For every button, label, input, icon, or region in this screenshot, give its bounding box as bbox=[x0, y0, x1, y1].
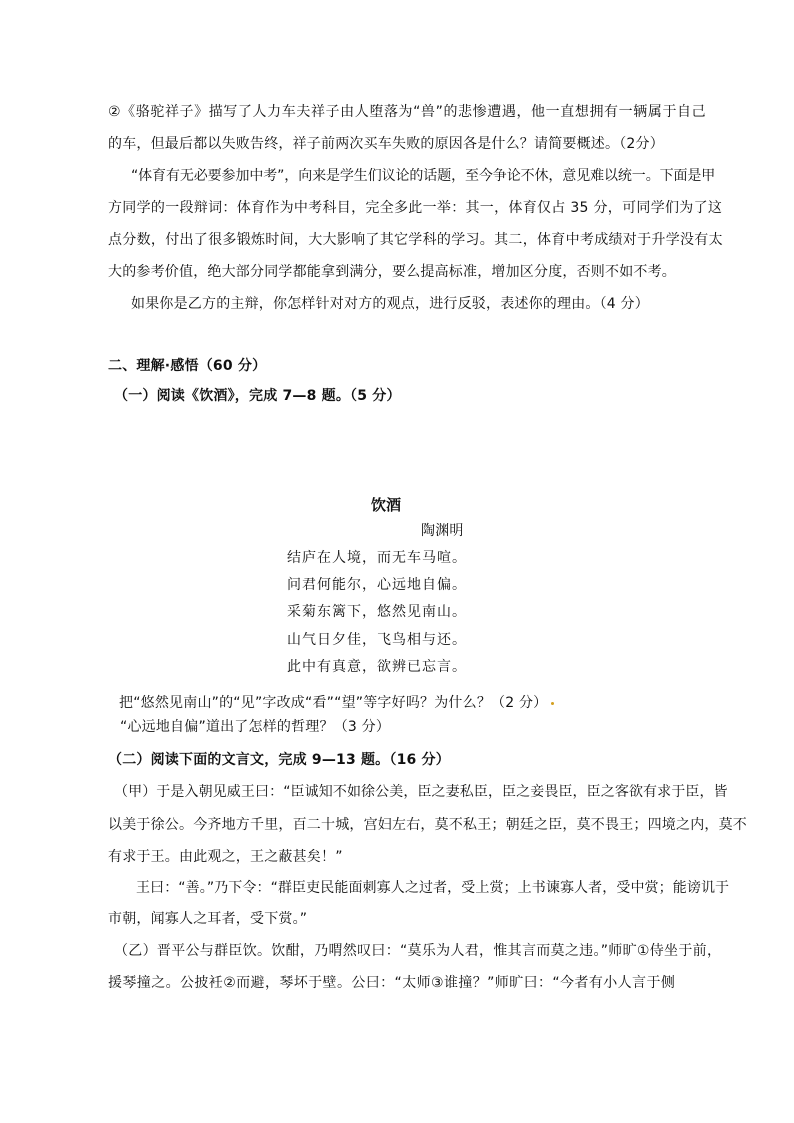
passage-jia-line-1: （甲）于是入朝见威王曰：“臣诚知不如徐公美，臣之妻私臣，臣之妾畏臣，臣之客欲有求于臣，皆 bbox=[114, 784, 728, 800]
passage-jia-line-3: 有求于王。由此观之，王之蔽甚矣！” bbox=[108, 849, 343, 865]
poem-author: 陶渊明 bbox=[421, 523, 464, 539]
debate-line-4: 大的参考价值，绝大部分同学都能拿到满分，要么提高标准，增加区分度，否则不如不考。 bbox=[108, 264, 676, 280]
passage-yi-line-2: 援琴撞之。公披衽②而避，琴坏于壁。公曰：“太师③谁撞？”师旷曰：“今者有小人言于侧 bbox=[108, 975, 676, 991]
part-2-heading: （二）阅读下面的文言文，完成 9—13 题。（16 分） bbox=[108, 752, 450, 768]
passage-yi-line-1: （乙）晋平公与群臣饮。饮酣，乃喟然叹曰：“莫乐为人君，惟其言而莫之违。”师旷①侍坐于前， bbox=[114, 943, 722, 959]
poem-line-5: 此中有真意，欲辨已忘言。 bbox=[287, 659, 467, 675]
decorative-dot-icon bbox=[551, 702, 554, 705]
debate-line-1: “体育有无必要参加中考”，向来是学生们议论的话题，至今争论不休，意见难以统一。下面是甲 bbox=[131, 168, 716, 184]
passage-jia-line-2: 以美于徐公。今齐地方千里，百二十城，宫妇左右，莫不私王；朝廷之臣，莫不畏王；四境之内，莫不 bbox=[108, 817, 747, 833]
question-7 bbox=[119, 693, 554, 713]
question-7-text: 把“悠然见南山”的“见”字改成“看”“望”等字好吗？为什么？（2 分） bbox=[119, 695, 548, 711]
passage-jia-line-4: 王曰：“善。”乃下令：“群臣吏民能面刺寡人之过者，受上赏；上书谏寡人者，受中赏；能谤讥于 bbox=[136, 880, 730, 896]
section-2-heading: 二、理解·感悟（60 分） bbox=[108, 358, 267, 374]
poem-line-1: 结庐在人境，而无车马喧。 bbox=[287, 550, 467, 566]
poem-title: 饮酒 bbox=[371, 496, 402, 514]
debate-line-2: 方同学的一段辩词：体育作为中考科目，完全多此一举：其一，体育仅占 35 分，可同学们为了这 bbox=[108, 200, 723, 216]
poem-line-2: 问君何能尔，心远地自偏。 bbox=[287, 577, 467, 593]
debate-question: 如果你是乙方的主辩，你怎样针对对方的观点，进行反驳，表述你的理由。（4 分） bbox=[131, 296, 649, 312]
poem-line-4: 山气日夕佳，飞鸟相与还。 bbox=[287, 632, 467, 648]
debate-line-3: 点分数，付出了很多锻炼时间，大大影响了其它学科的学习。其二，体育中考成绩对于升学没有太 bbox=[108, 232, 723, 248]
poem-line-3: 采菊东篱下，悠然见南山。 bbox=[287, 604, 467, 620]
part-1-heading: （一）阅读《饮酒》，完成 7—8 题。（5 分） bbox=[114, 388, 401, 404]
question-8: “心远地自偏”道出了怎样的哲理？（3 分） bbox=[120, 719, 391, 735]
passage-jia-line-5: 市朝，闻寡人之耳者，受下赏。” bbox=[108, 911, 308, 927]
question-camel-line-2: 的车，但最后都以失败告终，祥子前两次买车失败的原因各是什么？请简要概述。（2分） bbox=[108, 136, 664, 152]
question-camel-line-1: ②《骆驼祥子》描写了人力车夫祥子由人堕落为“兽”的悲惨遭遇，他一直想拥有一辆属于自己 bbox=[108, 104, 707, 120]
